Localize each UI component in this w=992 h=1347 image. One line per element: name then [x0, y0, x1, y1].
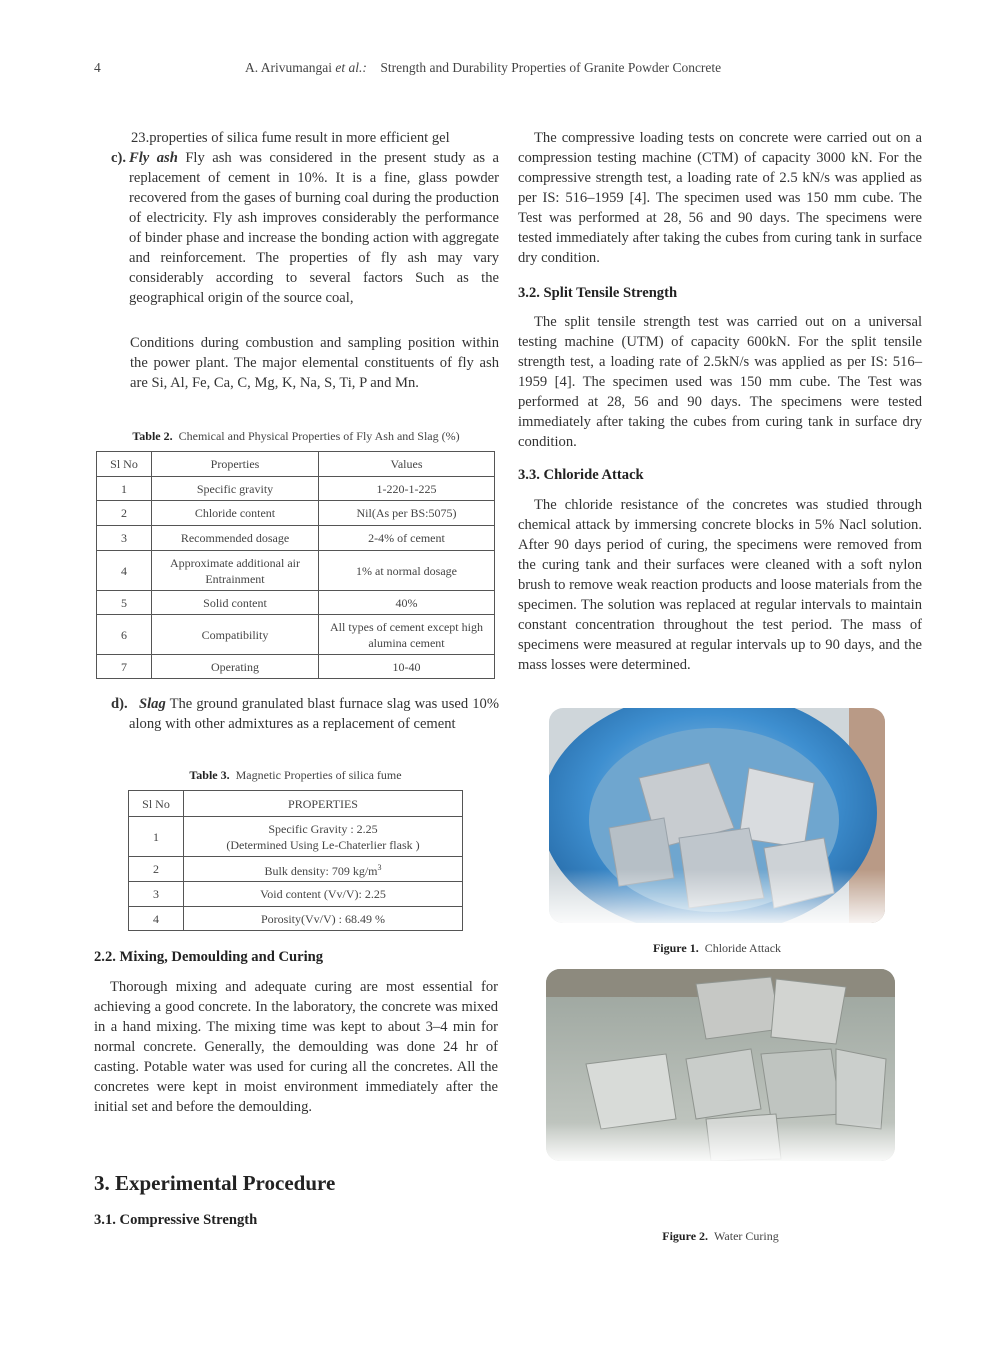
table-row [129, 817, 463, 857]
table-cell: Solid content [152, 591, 319, 615]
figure2-label: Figure 2. [662, 1229, 709, 1243]
compressive-strength-text: The compressive loading tests on concrete were carried out on a compression testing machine (CTM) of capacity 3000 kN. For the compressive strength test, a loading rate of 2.5 kN/s was applied as per IS: 516–1959 [4]. The specimen used was 150 mm cube. The Test was performed at 28, 56 and 90 days. The specimens were tested immediately after taking the cubes from curing tank in surface dry condition. [518, 130, 922, 266]
table-cell: 1% at normal dosage [319, 551, 495, 591]
section-2-2-heading: 2.2. Mixing, Demoulding and Curing [94, 949, 324, 965]
table-header-cell: Properties [152, 452, 319, 477]
table-cell: Recommended dosage [152, 526, 319, 551]
figure2-caption [546, 1229, 895, 1244]
page-number: 4 [94, 60, 101, 75]
table-cell: 5 [97, 591, 152, 615]
table-cell [184, 817, 463, 857]
header-authors: A. Arivumangai [245, 60, 336, 75]
table3-caption-text: Magnetic Properties of silica fume [235, 768, 402, 782]
slag-marker: d). [111, 696, 128, 712]
bulk-density: Bulk density: 709 kg/m [264, 863, 378, 878]
table-row [97, 526, 495, 551]
table-cell: 4 [129, 907, 184, 931]
section-3-3-text: The chloride resistance of the concretes was studied through chemical attack by immersing concrete blocks in 5% Nacl solution. After 90 days period of curing, the specimens were removed from the curing tank and their surfaces were cleaned with a soft nylon brush to remove weak reaction products and loose materials from the specimen. The solution was replaced at regular intervals to maintain constant concentration throughout the test period. The mass of specimens were measured at regular intervals up to 90 days, and the mass losses were determined. [518, 497, 922, 673]
section-3-2-heading: 3.2. Split Tensile Strength [518, 285, 678, 301]
table-cell: All types of cement except high alumina cement [319, 615, 495, 655]
section-3-3-heading: 3.3. Chloride Attack [518, 467, 644, 483]
header-title: Strength and Durability Properties of Granite Powder Concrete [380, 60, 722, 75]
table-header-cell: Sl No [129, 791, 184, 817]
table-row [97, 591, 495, 615]
table-header-cell: Sl No [97, 452, 152, 477]
chloride-attack-photo [549, 708, 885, 923]
table2 [96, 451, 495, 679]
table-row [97, 615, 495, 655]
table-cell: Nil(As per BS:5075) [319, 501, 495, 526]
table-row [97, 551, 495, 591]
table-cell: 2-4% of cement [319, 526, 495, 551]
table-cell [184, 857, 463, 882]
table-header-row [129, 791, 463, 817]
fly-ash-paragraph [129, 148, 499, 308]
figure1-caption [549, 941, 885, 956]
table2-label: Table 2. [132, 429, 173, 443]
section-2-2-text: Thorough mixing and adequate curing are most essential for achieving a good concrete. In the laboratory, the concrete was mixed in a hand mixing. The mixing time was kept to about 3–4 min for normal concrete. Generally, the demoulding was done 24 hr of casting. Potable water was used for curing all the concretes. All the concretes were kept in moist environment immediately after the initial set and before the demoulding. [94, 979, 498, 1115]
table-header-row [97, 452, 495, 477]
table-cell: 2 [129, 857, 184, 882]
section-3-1-heading: 3.1. Compressive Strength [94, 1212, 258, 1228]
table-cell: 2 [97, 501, 152, 526]
table-cell: Operating [152, 655, 319, 679]
table-cell: 10-40 [319, 655, 495, 679]
section-3-2-text: The split tensile strength test was carried out on a universal testing machine (UTM) of capacity 600kN. For the split tensile strength test, a loading rate of 2.5kN/s was applied as per IS: 516–1959 [4]. The specimen used was 150 mm cube. The Test was performed at 28, 56 and 90 days. The specimens were tested immediately after taking the cubes from curing tank in surface dry condition. [518, 314, 922, 450]
table-cell: 40% [319, 591, 495, 615]
table3 [128, 790, 463, 931]
slag-text: The ground granulated blast furnace slag was used 10% along with other admixtures as a replacement of cement [129, 696, 499, 732]
fly-ash-term: Fly ash [129, 150, 178, 166]
table3-label: Table 3. [189, 768, 230, 782]
header-et-al: et al.: [335, 60, 367, 75]
water-curing-illustration [546, 969, 895, 1161]
table-cell: Porosity(Vv/V) : 68.49 % [184, 907, 463, 931]
table-cell: 6 [97, 615, 152, 655]
water-curing-photo [546, 969, 895, 1161]
chloride-attack-illustration [549, 708, 885, 923]
fly-ash-paragraph-2: Conditions during combustion and sampling position within the power plant. The major elemental constituents of fly ash are Si, Al, Fe, Ca, C, Mg, K, Na, S, Ti, P and Mn. [130, 335, 499, 391]
table-cell: 3 [97, 526, 152, 551]
table-row [129, 857, 463, 882]
table-cell: 3 [129, 882, 184, 907]
table-cell: 4 [97, 551, 152, 591]
bulk-density-exponent: 3 [377, 862, 382, 872]
figure1-caption-text: Chloride Attack [704, 941, 782, 955]
figure2-caption-text: Water Curing [714, 1229, 779, 1243]
specific-gravity: Specific Gravity : 2.25 [268, 821, 378, 836]
table-row [129, 882, 463, 907]
table-row [97, 501, 495, 526]
slag-term: Slag [139, 696, 166, 712]
slag-paragraph [129, 694, 499, 734]
table-header-cell: Values [319, 452, 495, 477]
table-row [97, 655, 495, 679]
specific-gravity-method: (Determined Using Le-Chaterlier flask ) [226, 837, 420, 852]
fly-ash-marker: c). [111, 150, 126, 166]
figure1-label: Figure 1. [652, 941, 699, 955]
table2-caption [96, 429, 496, 444]
table-cell: Void content (Vv/V): 2.25 [184, 882, 463, 907]
table-cell: Compatibility [152, 615, 319, 655]
table-cell: 1 [97, 477, 152, 501]
table-cell: Approximate additional air Entrainment [152, 551, 319, 591]
fly-ash-text: Fly ash was considered in the present study as a replacement of cement in 10%. It is a fine, glass powder recovered from the gases of burning coal during the production of electricity. Fly ash improves considerably the performance of binder phase and increase the bonding action with aggregate and reinforcement. The properties of fly ash may vary considerably according to several factors Such as the geographical origin of the source coal, [129, 150, 499, 306]
table-cell: 7 [97, 655, 152, 679]
section-3-heading: 3. Experimental Procedure [94, 1171, 336, 1195]
table2-caption-text: Chemical and Physical Properties of Fly Ash and Slag (%) [178, 429, 460, 443]
table-cell: 1-220-1-225 [319, 477, 495, 501]
table-cell: Chloride content [152, 501, 319, 526]
table-header-cell: PROPERTIES [184, 791, 463, 817]
table-cell: 1 [129, 817, 184, 857]
table3-caption [128, 768, 463, 783]
silica-fume-line: 23.properties of silica fume result in more efficient gel [131, 130, 450, 146]
table-row [129, 907, 463, 931]
running-header [245, 60, 721, 76]
table-row [97, 477, 495, 501]
table-cell: Specific gravity [152, 477, 319, 501]
